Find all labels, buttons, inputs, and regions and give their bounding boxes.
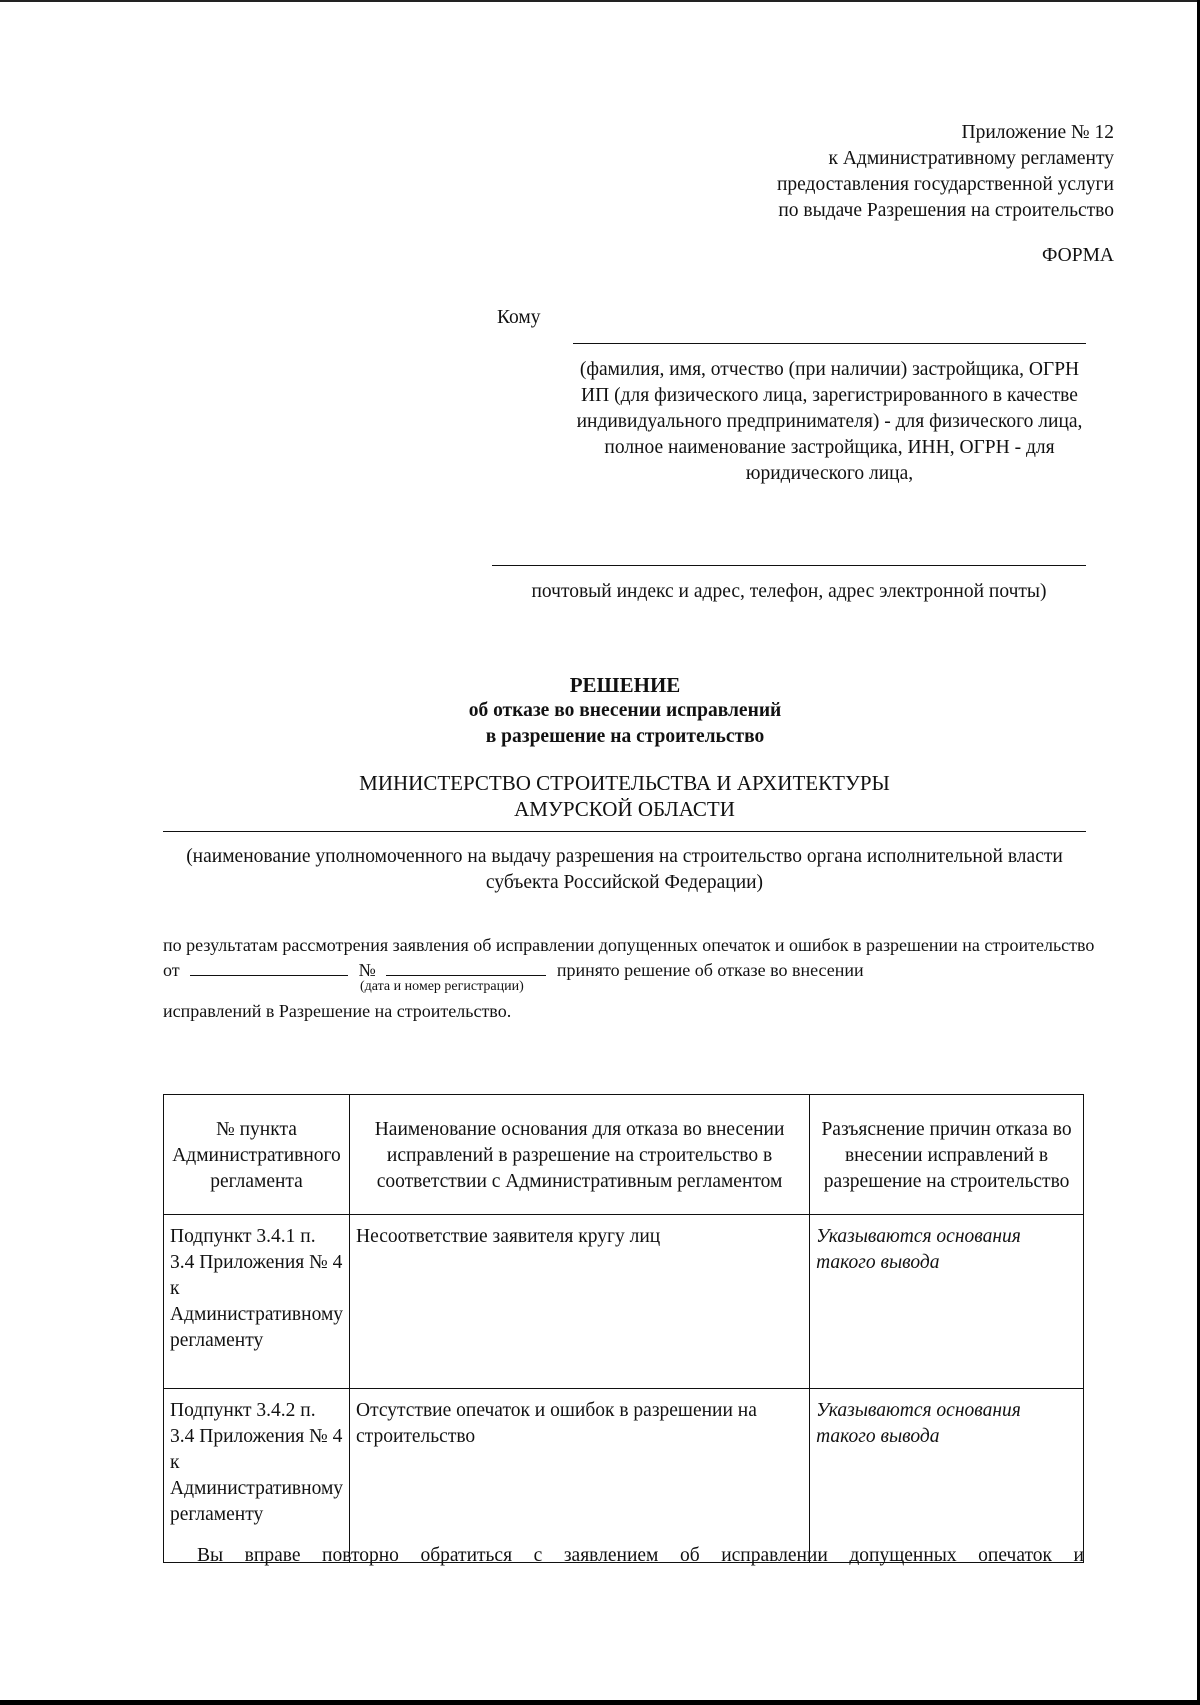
- result-text-part1: по результатам рассмотрения заявления об исправлении допущенных опечаток и ошибок в разрешении на строительство от: [163, 935, 1095, 980]
- refusal-grounds-table: [163, 1094, 1084, 1563]
- table-cell-clause: Подпункт 3.4.1 п. 3.4 Приложения № 4 к Административному регламенту: [164, 1215, 350, 1389]
- authority-name: [163, 770, 1086, 822]
- table-header-row: [164, 1095, 1084, 1215]
- authority-underline: [163, 831, 1086, 832]
- appendix-header: [777, 120, 1114, 224]
- table-header-reason: Наименование основания для отказа во внесении исправлений в разрешение на строительство в соответствии с Административным регламентом: [350, 1095, 810, 1215]
- scan-edge-bottom: [0, 1700, 1200, 1705]
- address-blank-line: [492, 565, 1086, 566]
- number-blank: [386, 957, 546, 976]
- authority-name-line-1: МИНИСТЕРСТВО СТРОИТЕЛЬСТВА И АРХИТЕКТУРЫ: [359, 771, 890, 795]
- table-cell-clause: Подпункт 3.4.2 п. 3.4 Приложения № 4 к Административному регламенту: [164, 1389, 350, 1563]
- title-line-3: в разрешение на строительство: [485, 726, 765, 747]
- appendix-line-3: предоставления государственной услуги: [776, 174, 1114, 195]
- result-text-part2: принято решение об отказе во внесении: [556, 960, 864, 980]
- title-line-2: об отказе во внесении исправлений: [468, 700, 782, 721]
- table-cell-explanation: Указываются основания такого вывода: [810, 1215, 1084, 1389]
- table-row: [164, 1215, 1084, 1389]
- authority-hint: (наименование уполномоченного на выдачу разрешения на строительство органа исполнительной власти субъекта Российской Федерации): [186, 846, 1063, 893]
- authority-name-line-2: АМУРСКОЙ ОБЛАСТИ: [514, 797, 735, 821]
- title-line-1: РЕШЕНИЕ: [569, 673, 681, 697]
- table-header-clause: № пункта Административного регламента: [164, 1095, 350, 1215]
- result-paragraph: [163, 933, 1114, 982]
- table-cell-reason: Несоответствие заявителя кругу лиц: [350, 1215, 810, 1389]
- table-row: [164, 1389, 1084, 1563]
- address-hint: почтовый индекс и адрес, телефон, адрес электронной почты): [531, 581, 1047, 602]
- document-title: [0, 672, 1200, 750]
- number-sign: №: [358, 960, 376, 980]
- date-blank: [190, 957, 348, 976]
- table-header-explanation: Разъяснение причин отказа во внесении исправлений в разрешение на строительство: [810, 1095, 1084, 1215]
- footer-paragraph: Вы вправе повторно обратиться с заявлением об исправлении допущенных опечаток и: [197, 1545, 1084, 1566]
- addressee-label: Кому: [497, 307, 541, 328]
- table-cell-reason: Отсутствие опечаток и ошибок в разрешении на строительство: [350, 1389, 810, 1563]
- scan-edge-top: [0, 0, 1200, 2]
- appendix-line-2: к Административному регламенту: [828, 148, 1114, 169]
- registration-hint: (дата и номер регистрации): [360, 979, 524, 994]
- appendix-line-1: Приложение № 12: [961, 122, 1114, 143]
- result-text-part3: исправлений в Разрешение на строительство.: [163, 1001, 512, 1021]
- table-cell-explanation: Указываются основания такого вывода: [810, 1389, 1084, 1563]
- appendix-line-4: по выдаче Разрешения на строительство: [778, 200, 1114, 221]
- addressee-fields-hint: (фамилия, имя, отчество (при наличии) застройщика, ОГРН ИП (для физического лица, зарегистрированного в качестве индивидуального предпринимателя) - для физического лица, полное наименование застройщика, ИНН, ОГРН - для юридического лица,: [576, 359, 1083, 484]
- form-label: ФОРМА: [1042, 245, 1114, 266]
- addressee-blank-line: [573, 343, 1086, 344]
